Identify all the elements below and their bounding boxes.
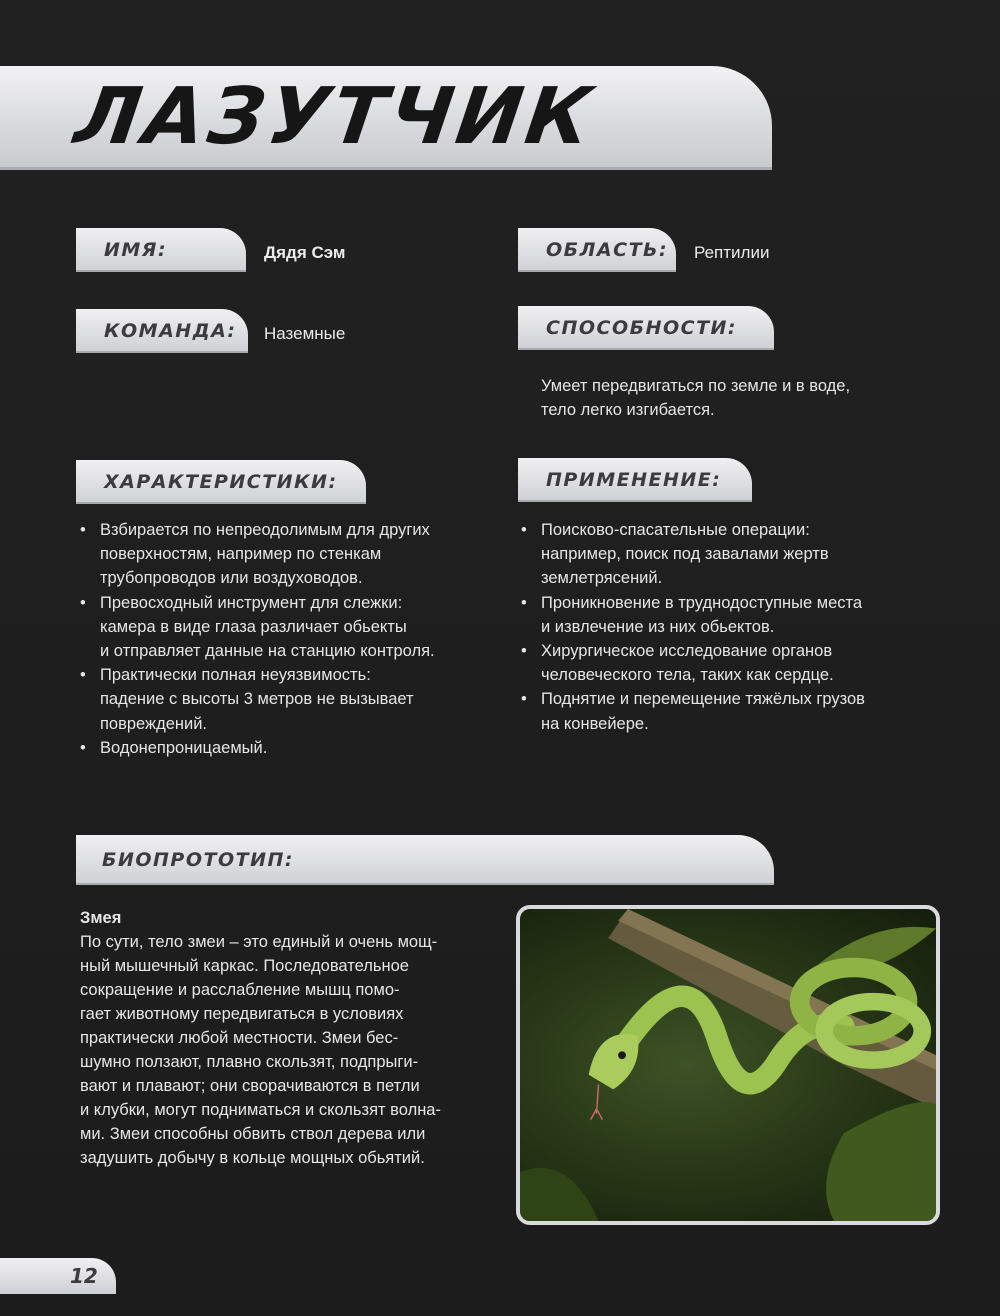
- list-item: [80, 591, 500, 664]
- area-value: Рептилии: [694, 243, 770, 262]
- name-value: Дядя Сэм: [264, 243, 346, 262]
- bioprototype-line: практически любой местности. Змеи бес-: [80, 1029, 399, 1047]
- area-label-tab: [518, 228, 676, 272]
- bioprototype-line: и клубки, могут подниматься и скользят волна-: [80, 1101, 441, 1119]
- page-title: ЛАЗУТЧИК: [69, 72, 601, 162]
- snake-photo: [516, 905, 940, 1225]
- abilities-line: тело легко изгибается.: [541, 401, 715, 419]
- list-item-line: • Поднятие и перемещение тяжёлых грузов: [541, 690, 865, 709]
- page-number-tab: [0, 1258, 116, 1294]
- team-label-tab: [76, 309, 248, 353]
- list-item-line: повреждений.: [100, 714, 208, 733]
- list-item-line: • Водонепроницаемый.: [100, 738, 268, 757]
- list-item: [521, 518, 941, 591]
- characteristics-list: [80, 518, 500, 760]
- characteristics-label-tab: [76, 460, 366, 504]
- list-item: [80, 518, 500, 591]
- list-item: [521, 639, 941, 687]
- list-item-line: падение с высоты 3 метров не вызывает: [100, 690, 414, 709]
- list-item-line: землетрясений.: [541, 569, 663, 588]
- list-item-line: камера в виде глаза различает обьекты: [100, 617, 407, 636]
- bioprototype-line: вают и плавают; они сворачиваются в петли: [80, 1077, 420, 1095]
- list-item: [80, 663, 500, 736]
- list-item-line: • Практически полная неуязвимость:: [100, 666, 371, 685]
- snake-illustration: [520, 909, 936, 1221]
- abilities-text: [541, 374, 921, 422]
- bioprototype-line: шумно ползают, плавно скользят, подпрыги-: [80, 1053, 419, 1071]
- abilities-label: СПОСОБНОСТИ:: [546, 317, 738, 339]
- list-item-line: трубопроводов или воздуховодов.: [100, 569, 363, 588]
- bioprototype-heading: Змея: [80, 909, 122, 927]
- abilities-label-tab: [518, 306, 774, 350]
- list-item-line: человеческого тела, таких как сердце.: [541, 666, 834, 685]
- area-label: ОБЛАСТЬ:: [546, 239, 669, 261]
- application-label-tab: [518, 458, 752, 502]
- team-label: КОМАНДА:: [104, 320, 237, 342]
- bioprototype-text: [80, 906, 510, 1170]
- list-item-line: • Превосходный инструмент для слежки:: [100, 593, 403, 612]
- team-value: Наземные: [264, 324, 346, 343]
- list-item: [521, 687, 941, 735]
- application-list: [521, 518, 941, 736]
- bioprototype-line: сокращение и расслабление мышц помо-: [80, 981, 400, 999]
- name-label-tab: [76, 228, 246, 272]
- list-item-line: • Проникновение в труднодоступные места: [541, 593, 863, 612]
- list-item-line: например, поиск под завалами жертв: [541, 545, 829, 564]
- list-item-line: • Поисково-спасательные операции:: [541, 521, 810, 539]
- abilities-line: Умеет передвигаться по земле и в воде,: [541, 377, 851, 395]
- bioprototype-line: ный мышечный каркас. Последовательное: [80, 957, 409, 975]
- bioprototype-label: БИОПРОТОТИП:: [102, 849, 294, 871]
- list-item-line: на конвейере.: [541, 714, 649, 733]
- name-label: ИМЯ:: [104, 239, 168, 261]
- bioprototype-line: ми. Змеи способны обвить ствол дерева или: [80, 1125, 426, 1143]
- bioprototype-line: гает животному передвигаться в условиях: [80, 1005, 404, 1023]
- application-label: ПРИМЕНЕНИЕ:: [546, 469, 722, 491]
- list-item-line: • Хирургическое исследование органов: [541, 642, 833, 661]
- bioprototype-line: задушить добычу в кольце мощных обьятий.: [80, 1149, 425, 1167]
- list-item: [521, 591, 941, 639]
- list-item-line: и извлечение из них обьектов.: [541, 617, 775, 636]
- bioprototype-line: По сути, тело змеи – это единый и очень мощ-: [80, 933, 438, 951]
- characteristics-label: ХАРАКТЕРИСТИКИ:: [104, 471, 338, 493]
- list-item-line: и отправляет данные на станцию контроля.: [100, 642, 435, 661]
- bioprototype-banner: [76, 835, 774, 885]
- list-item: [80, 736, 500, 760]
- page-number: 12: [70, 1264, 98, 1288]
- list-item-line: • Взбирается по непреодолимым для других: [100, 521, 430, 539]
- list-item-line: поверхностям, например по стенкам: [100, 545, 382, 564]
